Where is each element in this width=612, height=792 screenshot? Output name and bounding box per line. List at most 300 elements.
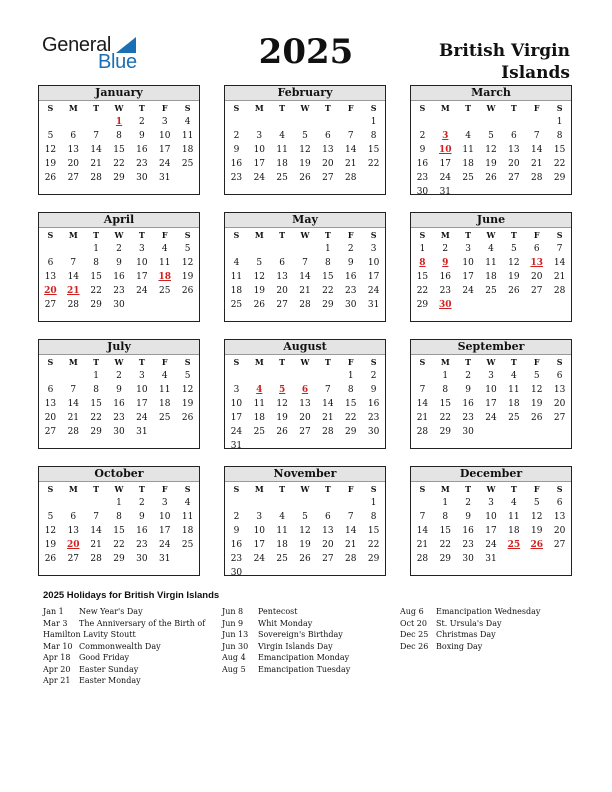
day-cell: 20 [44, 413, 57, 423]
day-cell: 30 [462, 554, 474, 564]
day-cell: 15 [553, 145, 566, 155]
empty-day [548, 298, 571, 312]
week-row [225, 496, 385, 510]
day-cell: 17 [230, 413, 243, 423]
day-cell: 28 [90, 173, 102, 183]
day-cell: 25 [181, 159, 194, 169]
week-row [411, 256, 571, 270]
holiday-date: Dec 25 [400, 630, 429, 639]
empty-day [502, 425, 525, 439]
day-cell: 25 [507, 540, 521, 550]
logo-text-blue: Blue [98, 51, 137, 73]
day-cell: 20 [299, 413, 311, 423]
weekday-label: W [114, 230, 124, 240]
day-cell: 19 [485, 159, 497, 169]
day-cell: 28 [67, 427, 80, 437]
day-cell: 11 [253, 399, 266, 409]
weekday-label: F [161, 357, 168, 367]
day-cell: 25 [485, 286, 497, 296]
weekday-label: F [161, 103, 168, 113]
day-cell: 5 [511, 244, 517, 254]
day-cell: 20 [322, 159, 334, 169]
day-cell: 20 [67, 540, 80, 550]
holiday-date: Mar 10 [43, 641, 73, 651]
holiday-name: Sovereign's Birthday [258, 630, 343, 639]
day-cell: 6 [301, 385, 309, 395]
week-row [225, 425, 385, 439]
empty-day [271, 242, 294, 256]
day-cell: 4 [161, 244, 168, 254]
day-cell: 28 [531, 173, 543, 183]
day-cell: 12 [276, 399, 288, 409]
day-cell: 2 [139, 117, 145, 127]
day-cell: 15 [345, 399, 357, 409]
day-cell: 21 [531, 159, 543, 169]
weekday-label: T [465, 230, 472, 240]
weekday-label: W [300, 230, 310, 240]
empty-day [525, 425, 548, 439]
empty-day [525, 115, 548, 129]
day-cell: 17 [136, 399, 148, 409]
day-cell: 15 [367, 526, 380, 536]
week-row [225, 524, 385, 538]
weekday-label: M [68, 103, 78, 113]
week-row [411, 185, 571, 199]
day-cell: 7 [419, 385, 426, 395]
empty-day [316, 439, 339, 453]
weekday-label: W [486, 230, 496, 240]
weekday-label: W [114, 103, 124, 113]
country-line-2: Islands [501, 63, 570, 83]
weekday-label: S [370, 357, 377, 367]
week-row [411, 411, 571, 425]
empty-day [153, 425, 176, 439]
day-cell: 22 [416, 286, 429, 296]
holiday-name: St. Ursula's Day [436, 618, 502, 628]
day-cell: 27 [67, 554, 80, 564]
day-cell: 20 [553, 526, 566, 536]
day-cell: 19 [299, 540, 311, 550]
weekday-label: T [93, 103, 100, 113]
day-cell: 30 [345, 300, 357, 310]
day-cell: 23 [230, 554, 243, 564]
empty-day [294, 115, 317, 129]
day-cell: 10 [136, 258, 148, 268]
day-cell: 10 [230, 399, 243, 409]
day-cell: 21 [90, 540, 102, 550]
day-cell: 23 [367, 413, 380, 423]
weekday-label: S [556, 484, 563, 494]
day-cell: 13 [322, 526, 334, 536]
day-cell: 28 [416, 554, 429, 564]
day-cell: 1 [347, 371, 354, 381]
day-cell: 11 [508, 385, 520, 395]
day-cell: 24 [136, 413, 148, 423]
day-cell: 18 [485, 272, 497, 282]
day-cell: 6 [556, 371, 563, 381]
day-cell: 2 [442, 244, 449, 254]
holiday-item [43, 675, 213, 687]
day-cell: 18 [181, 526, 194, 536]
weekday-label: S [556, 357, 563, 367]
day-cell: 31 [367, 300, 380, 310]
day-cell: 4 [511, 498, 517, 508]
day-cell: 9 [465, 512, 472, 522]
holiday-item [43, 606, 213, 618]
holiday-item [400, 641, 570, 653]
day-cell: 18 [508, 526, 520, 536]
holiday-date: Jun 8 [222, 607, 244, 616]
empty-day [502, 185, 525, 199]
day-cell: 9 [419, 145, 426, 155]
holiday-column-2 [222, 606, 392, 675]
empty-day [480, 425, 503, 439]
day-cell: 24 [230, 427, 243, 437]
day-cell: 13 [276, 272, 288, 282]
month-name: August [225, 340, 385, 355]
week-row [225, 129, 385, 143]
weekday-label: T [510, 357, 517, 367]
empty-day [339, 496, 362, 510]
weekday-label: S [233, 103, 240, 113]
week-row [39, 383, 199, 397]
week-row [225, 242, 385, 256]
day-cell: 13 [44, 272, 57, 282]
day-cell: 21 [299, 286, 311, 296]
day-cell: 22 [439, 413, 452, 423]
month-name: November [225, 467, 385, 482]
empty-day [294, 496, 317, 510]
empty-day [294, 369, 317, 383]
day-cell: 8 [370, 512, 377, 522]
week-row [225, 538, 385, 552]
empty-day [39, 115, 62, 129]
weekday-label: M [254, 357, 264, 367]
weekday-label: S [370, 484, 377, 494]
day-cell: 16 [136, 526, 148, 536]
holiday-name: Pentecost [258, 607, 298, 616]
day-cell: 1 [93, 371, 100, 381]
empty-day [316, 566, 339, 580]
weekday-label: M [440, 230, 450, 240]
empty-day [339, 566, 362, 580]
weekday-label: W [300, 484, 310, 494]
empty-day [525, 185, 548, 199]
holiday-name: Boxing Day [436, 641, 483, 651]
day-cell: 16 [345, 272, 357, 282]
week-row [411, 538, 571, 552]
day-cell: 21 [345, 540, 357, 550]
day-cell: 24 [367, 286, 380, 296]
empty-day [457, 298, 480, 312]
week-row [225, 115, 385, 129]
day-cell: 25 [230, 300, 243, 310]
empty-day [39, 369, 62, 383]
day-cell: 22 [113, 159, 125, 169]
day-cell: 28 [322, 427, 334, 437]
day-cell: 29 [439, 554, 452, 564]
day-cell: 27 [553, 413, 566, 423]
day-cell: 22 [367, 159, 380, 169]
day-cell: 26 [181, 413, 194, 423]
holiday-date: Apr 21 [43, 676, 71, 685]
weekday-header [411, 101, 571, 115]
holiday-column-1 [43, 606, 213, 687]
weekday-label: M [440, 357, 450, 367]
empty-day [457, 185, 480, 199]
holiday-date: Jun 13 [222, 630, 249, 639]
day-cell: 2 [233, 131, 240, 141]
day-cell: 20 [322, 540, 334, 550]
empty-day [248, 439, 271, 453]
day-cell: 25 [181, 540, 194, 550]
day-cell: 8 [370, 131, 377, 141]
day-cell: 15 [416, 272, 429, 282]
day-cell: 8 [93, 385, 100, 395]
day-cell: 24 [485, 413, 497, 423]
day-cell: 27 [44, 427, 57, 437]
day-cell: 1 [325, 244, 331, 254]
weekday-label: S [47, 230, 54, 240]
day-cell: 12 [44, 526, 57, 536]
month-march [410, 85, 572, 195]
day-cell: 30 [113, 427, 125, 437]
week-row [225, 143, 385, 157]
week-row [225, 510, 385, 524]
empty-day [457, 115, 480, 129]
holiday-item [43, 664, 213, 676]
day-cell: 11 [159, 385, 171, 395]
day-cell: 27 [508, 173, 520, 183]
day-cell: 21 [67, 286, 80, 296]
day-cell: 1 [556, 117, 563, 127]
empty-day [62, 242, 85, 256]
day-cell: 16 [367, 399, 380, 409]
empty-day [271, 496, 294, 510]
week-row [225, 552, 385, 566]
day-cell: 5 [533, 498, 540, 508]
holiday-date: Jan 1 [43, 607, 64, 616]
day-cell: 24 [253, 554, 266, 564]
day-cell: 27 [553, 540, 566, 550]
empty-day [548, 185, 571, 199]
weekday-label: S [184, 484, 191, 494]
holiday-date: Aug 5 [222, 664, 246, 674]
day-cell: 15 [367, 145, 380, 155]
holiday-name: New Year's Day [79, 607, 143, 616]
empty-day [316, 115, 339, 129]
weekday-label: T [138, 484, 145, 494]
day-cell: 23 [416, 173, 429, 183]
day-cell: 29 [90, 427, 102, 437]
day-cell: 21 [90, 159, 102, 169]
month-october [38, 466, 200, 576]
day-cell: 18 [276, 540, 288, 550]
day-cell: 9 [116, 258, 122, 268]
empty-day [225, 115, 248, 129]
month-july [38, 339, 200, 449]
weekday-label: S [184, 230, 191, 240]
day-cell: 27 [44, 300, 57, 310]
day-cell: 8 [419, 258, 426, 268]
week-row [225, 256, 385, 270]
day-cell: 14 [67, 272, 80, 282]
day-cell: 30 [113, 300, 125, 310]
day-cell: 13 [553, 385, 566, 395]
empty-day [362, 439, 385, 453]
day-cell: 21 [67, 413, 80, 423]
holiday-item [222, 664, 392, 676]
weekday-label: W [300, 357, 310, 367]
month-november [224, 466, 386, 576]
empty-day [548, 552, 571, 566]
country-line-1: British Virgin [439, 41, 570, 61]
day-cell: 28 [299, 300, 311, 310]
day-cell: 13 [299, 399, 311, 409]
day-cell: 31 [136, 427, 148, 437]
empty-day [411, 115, 434, 129]
day-cell: 9 [233, 145, 240, 155]
day-cell: 10 [159, 131, 171, 141]
month-june [410, 212, 572, 322]
day-cell: 17 [485, 526, 497, 536]
day-cell: 4 [184, 117, 191, 127]
day-cell: 22 [439, 540, 452, 550]
day-cell: 16 [462, 526, 474, 536]
day-cell: 27 [322, 173, 334, 183]
day-cell: 15 [90, 399, 102, 409]
month-may [224, 212, 386, 322]
holidays-title: 2025 Holidays for British Virgin Islands [43, 590, 220, 601]
empty-day [339, 115, 362, 129]
day-cell: 6 [533, 244, 540, 254]
day-cell: 18 [159, 399, 171, 409]
weekday-label: T [279, 103, 286, 113]
day-cell: 29 [345, 427, 357, 437]
weekday-header [39, 482, 199, 496]
day-cell: 13 [530, 258, 543, 268]
holiday-item [222, 618, 392, 630]
day-cell: 25 [276, 554, 288, 564]
weekday-label: S [47, 103, 54, 113]
weekday-label: T [279, 230, 286, 240]
day-cell: 4 [279, 131, 286, 141]
weekday-label: T [279, 484, 286, 494]
weekday-header [411, 228, 571, 242]
week-row [225, 298, 385, 312]
day-cell: 27 [322, 554, 334, 564]
month-september [410, 339, 572, 449]
country-title [410, 40, 570, 84]
weekday-label: M [254, 230, 264, 240]
weekday-label: S [419, 230, 426, 240]
empty-day [248, 115, 271, 129]
day-cell: 28 [345, 173, 357, 183]
weekday-label: S [184, 103, 191, 113]
day-cell: 2 [465, 498, 472, 508]
day-cell: 17 [159, 145, 171, 155]
empty-day [548, 425, 571, 439]
empty-day [130, 298, 153, 312]
weekday-label: T [138, 230, 145, 240]
empty-day [411, 496, 434, 510]
day-cell: 23 [113, 413, 125, 423]
weekday-label: F [533, 103, 540, 113]
day-cell: 9 [442, 258, 449, 268]
holiday-item [43, 618, 213, 630]
day-cell: 2 [370, 371, 377, 381]
day-cell: 22 [367, 540, 380, 550]
day-cell: 31 [439, 187, 452, 197]
day-cell: 11 [485, 258, 497, 268]
empty-day [248, 496, 271, 510]
day-cell: 26 [181, 286, 194, 296]
day-cell: 4 [233, 258, 240, 268]
day-cell: 24 [462, 286, 474, 296]
empty-day [62, 115, 85, 129]
empty-day [225, 369, 248, 383]
day-cell: 6 [325, 131, 331, 141]
holiday-name: Whit Monday [258, 618, 313, 628]
week-row [411, 496, 571, 510]
empty-day [85, 115, 108, 129]
empty-day [316, 496, 339, 510]
day-cell: 3 [139, 371, 145, 381]
day-cell: 29 [367, 554, 380, 564]
day-cell: 19 [181, 272, 194, 282]
day-cell: 15 [90, 272, 102, 282]
day-cell: 29 [439, 427, 452, 437]
day-cell: 22 [90, 286, 102, 296]
day-cell: 19 [531, 399, 543, 409]
week-row [39, 298, 199, 312]
day-cell: 17 [462, 272, 474, 282]
holiday-date: Jun 9 [222, 618, 244, 628]
week-row [411, 284, 571, 298]
day-cell: 2 [419, 131, 426, 141]
months-grid [38, 85, 576, 581]
day-cell: 24 [485, 540, 497, 550]
day-cell: 5 [302, 512, 308, 522]
day-cell: 1 [116, 498, 122, 508]
day-cell: 21 [322, 413, 334, 423]
day-cell: 10 [136, 385, 148, 395]
day-cell: 13 [67, 526, 80, 536]
month-name: December [411, 467, 571, 482]
day-cell: 19 [44, 159, 57, 169]
day-cell: 29 [322, 300, 334, 310]
day-cell: 26 [44, 554, 57, 564]
holiday-name: Emancipation Tuesday [258, 664, 351, 674]
holiday-item [400, 618, 570, 630]
day-cell: 20 [276, 286, 288, 296]
day-cell: 22 [553, 159, 566, 169]
day-cell: 30 [230, 568, 243, 578]
day-cell: 9 [233, 526, 240, 536]
empty-day [316, 369, 339, 383]
day-cell: 19 [253, 286, 266, 296]
day-cell: 14 [553, 258, 566, 268]
day-cell: 9 [139, 131, 145, 141]
day-cell: 18 [230, 286, 243, 296]
weekday-header [39, 355, 199, 369]
day-cell: 6 [511, 131, 517, 141]
weekday-label: W [486, 357, 496, 367]
day-cell: 23 [462, 540, 474, 550]
month-name: June [411, 213, 571, 228]
holiday-name: Virgin Islands Day [258, 641, 333, 651]
day-cell: 7 [70, 258, 77, 268]
